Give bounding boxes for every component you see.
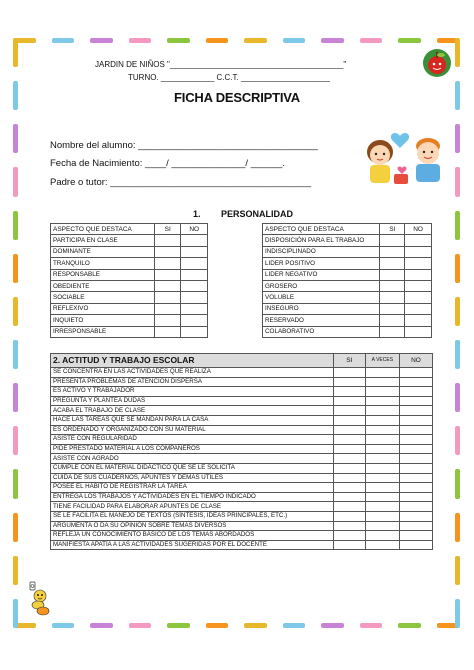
section2-a-veces-checkbox[interactable] (365, 502, 399, 512)
section2-a-veces-checkbox[interactable] (365, 463, 399, 473)
right-table-si-checkbox[interactable] (380, 315, 405, 326)
left-table-no-header: NO (181, 224, 208, 235)
right-table-row-label: INDISCIPLINADO (263, 246, 380, 257)
section2-row (51, 502, 433, 512)
section2-row (51, 483, 433, 493)
left-table-row (51, 315, 208, 326)
page-title: FICHA DESCRIPTIVA (174, 90, 300, 105)
fecha-nacimiento-field[interactable]: Fecha de Nacimiento: ____/ ______________/ ______. (50, 158, 286, 169)
left-table-row (51, 258, 208, 269)
border-stripe (455, 383, 460, 412)
right-table-row (263, 246, 432, 257)
section2-si-checkbox[interactable] (333, 492, 365, 502)
border-stripe (455, 426, 460, 455)
right-table-row (263, 292, 432, 303)
section2-row (51, 463, 433, 473)
section2-row-label: MANIFIESTA APATÍA A LAS ACTIVIDADES SUGERIDAS POR EL DOCENTE (51, 540, 334, 550)
section2-si-checkbox[interactable] (333, 444, 365, 454)
right-table-row (263, 280, 432, 291)
left-table-no-checkbox[interactable] (181, 303, 208, 314)
padre-tutor-field[interactable]: Padre o tutor: ______________________________________ (50, 177, 311, 188)
section2-no-checkbox[interactable] (399, 377, 432, 387)
section2-si-checkbox[interactable] (333, 387, 365, 397)
section2-row-label: ENTREGA LOS TRABAJOS Y ACTIVIDADES EN EL TIEMPO INDICADO (51, 492, 334, 502)
section2-row (51, 406, 433, 416)
border-stripe (455, 340, 460, 369)
section2-no-checkbox[interactable] (399, 396, 432, 406)
section2-no-checkbox[interactable] (399, 387, 432, 397)
section2-row (51, 415, 433, 425)
border-stripe (455, 513, 460, 542)
left-table-no-checkbox[interactable] (181, 292, 208, 303)
left-table-row (51, 326, 208, 337)
border-stripe (321, 38, 344, 43)
border-stripe (13, 167, 18, 196)
left-table-row-label: TRANQUILO (51, 258, 155, 269)
left-table-row-label: RESPONSABLE (51, 269, 155, 280)
section2-si-checkbox[interactable] (333, 483, 365, 493)
section2-a-veces-checkbox[interactable] (365, 483, 399, 493)
section2-a-veces-checkbox[interactable] (365, 425, 399, 435)
border-stripe (206, 623, 229, 628)
border-stripe (13, 297, 18, 326)
section2-row-label: ASISTE CON REGULARIDAD (51, 435, 334, 445)
section2-row-label: ARGUMENTA O DA SU OPINIÓN SOBRE TEMAS DIVERSOS (51, 521, 334, 531)
left-table-row-label: SOCIABLE (51, 292, 155, 303)
section2-row (51, 473, 433, 483)
border-stripe (13, 340, 18, 369)
section2-a-veces-checkbox[interactable] (365, 521, 399, 531)
section2-row-label: POSEE EL HÁBITO DE REGISTRAR LA TAREA (51, 483, 334, 493)
section2-no-header: NO (399, 354, 432, 368)
left-table-row (51, 303, 208, 314)
section2-no-checkbox[interactable] (399, 521, 432, 531)
section2-row (51, 377, 433, 387)
section2-row-label: ASISTE CON AGRADO (51, 454, 334, 464)
section2-no-checkbox[interactable] (399, 511, 432, 521)
border-stripe (455, 254, 460, 283)
left-table-row-label: REFLEXIVO (51, 303, 155, 314)
section2-row-label: PRESENTA PROBLEMAS DE ATENCIÓN DISPERSA (51, 377, 334, 387)
right-table-row-label: COLABORATIVO (263, 326, 380, 337)
section2-row-label: CUIDA DE SUS CUADERNOS, APUNTES Y DEMAS UTILES (51, 473, 334, 483)
right-table-si-checkbox[interactable] (380, 280, 405, 291)
right-table-si-checkbox[interactable] (380, 258, 405, 269)
section2-si-checkbox[interactable] (333, 415, 365, 425)
border-stripe (129, 38, 152, 43)
section2-si-header: SI (333, 354, 365, 368)
children-illustration-icon (358, 128, 458, 190)
section2-a-veces-checkbox[interactable] (365, 387, 399, 397)
right-table-no-checkbox[interactable] (405, 315, 432, 326)
right-table-row (263, 235, 432, 246)
section2-a-veces-checkbox[interactable] (365, 473, 399, 483)
border-stripe (244, 623, 267, 628)
left-table-row-label: OBEDIENTE (51, 280, 155, 291)
left-table-si-checkbox[interactable] (154, 292, 181, 303)
section2-no-checkbox[interactable] (399, 425, 432, 435)
section2-si-checkbox[interactable] (333, 463, 365, 473)
right-table-row-label: VOLUBLE (263, 292, 380, 303)
left-table-row (51, 292, 208, 303)
right-table-row-label: INSEGURO (263, 303, 380, 314)
right-table-header: ASPECTO QUE DESTACA (263, 224, 380, 235)
right-table-row-label: GROSERO (263, 280, 380, 291)
right-table-no-checkbox[interactable] (405, 292, 432, 303)
section2-si-checkbox[interactable] (333, 511, 365, 521)
section2-no-checkbox[interactable] (399, 368, 432, 378)
border-stripe (13, 513, 18, 542)
section2-si-checkbox[interactable] (333, 502, 365, 512)
section2-a-veces-checkbox[interactable] (365, 406, 399, 416)
section2-si-checkbox[interactable] (333, 521, 365, 531)
section2-si-checkbox[interactable] (333, 406, 365, 416)
section2-si-checkbox[interactable] (333, 435, 365, 445)
personalidad-left-table (50, 223, 208, 338)
section2-a-veces-checkbox[interactable] (365, 454, 399, 464)
section2-row (51, 368, 433, 378)
section2-no-checkbox[interactable] (399, 531, 432, 541)
section2-si-checkbox[interactable] (333, 454, 365, 464)
school-line: JARDIN DE NIÑOS "_______________________________________" (95, 60, 347, 69)
section2-row-label: CUMPLE CON EL MATERIAL DIDÁCTICO QUE SE LE SOLICITA (51, 463, 334, 473)
apple-logo-icon (422, 48, 452, 78)
left-table-row (51, 280, 208, 291)
left-border-stripes (13, 38, 18, 628)
left-table-row (51, 246, 208, 257)
border-stripe (206, 38, 229, 43)
section2-row (51, 425, 433, 435)
section2-si-checkbox[interactable] (333, 396, 365, 406)
left-table-no-checkbox[interactable] (181, 326, 208, 337)
border-stripe (13, 124, 18, 153)
right-table-row (263, 258, 432, 269)
border-stripe (455, 211, 460, 240)
section2-a-veces-checkbox[interactable] (365, 492, 399, 502)
nombre-field[interactable]: Nombre del alumno: __________________________________ (50, 140, 318, 151)
right-table-si-checkbox[interactable] (380, 326, 405, 337)
left-table-row (51, 235, 208, 246)
section2-a-veces-checkbox[interactable] (365, 435, 399, 445)
section2-row-label: PREGUNTA Y PLANTEA DUDAS (51, 396, 334, 406)
border-stripe (360, 623, 383, 628)
section2-a-veces-checkbox[interactable] (365, 396, 399, 406)
left-table-si-header: SI (154, 224, 181, 235)
right-table-row (263, 326, 432, 337)
left-table-no-checkbox[interactable] (181, 235, 208, 246)
left-table-si-checkbox[interactable] (154, 269, 181, 280)
section2-row-label: SE CONCENTRA EN LAS ACTIVIDADES QUE REALIZA (51, 368, 334, 378)
right-table-row-label: LIDER NEGATIVO (263, 269, 380, 280)
right-table-row-label: DISPOSICIÓN PARA EL TRABAJO (263, 235, 380, 246)
border-stripe (129, 623, 152, 628)
section2-row-label: SE LE FACILITA EL MANEJO DE TEXTOS (SÍNTESIS, IDEAS PRINCIPALES, ETC.) (51, 511, 334, 521)
right-table-si-checkbox[interactable] (380, 303, 405, 314)
left-table-si-checkbox[interactable] (154, 258, 181, 269)
right-table-row (263, 303, 432, 314)
border-stripe (90, 38, 113, 43)
left-table-si-checkbox[interactable] (154, 326, 181, 337)
personalidad-right-table (262, 223, 432, 338)
section2-no-checkbox[interactable] (399, 473, 432, 483)
section2-row-label: ACABA EL TRABAJO DE CLASE (51, 406, 334, 416)
section2-row-label: REFLEJA UN CONOCIMIENTO BÁSICO DE LOS TEMAS ABORDADOS (51, 531, 334, 541)
right-table-row (263, 315, 432, 326)
left-table-header: ASPECTO QUE DESTACA (51, 224, 155, 235)
right-table-si-checkbox[interactable] (380, 292, 405, 303)
border-stripe (244, 38, 267, 43)
left-table-row-label: PARTICIPA EN CLASE (51, 235, 155, 246)
border-stripe (13, 599, 18, 628)
section2-a-veces-checkbox[interactable] (365, 415, 399, 425)
border-stripe (13, 556, 18, 585)
right-table-no-checkbox[interactable] (405, 258, 432, 269)
section2-row-label: ES ORDENADO Y ORGANIZADO CON SU MATERIAL (51, 425, 334, 435)
left-table-si-checkbox[interactable] (154, 280, 181, 291)
section2-no-checkbox[interactable] (399, 435, 432, 445)
border-stripe (167, 623, 190, 628)
section2-no-checkbox[interactable] (399, 454, 432, 464)
section2-no-checkbox[interactable] (399, 502, 432, 512)
border-stripe (360, 38, 383, 43)
left-table-no-checkbox[interactable] (181, 269, 208, 280)
right-table-si-checkbox[interactable] (380, 246, 405, 257)
left-table-no-checkbox[interactable] (181, 280, 208, 291)
right-table-si-header: SI (380, 224, 405, 235)
section2-a-veces-checkbox[interactable] (365, 368, 399, 378)
section2-si-checkbox[interactable] (333, 425, 365, 435)
worm-illustration-icon (28, 580, 54, 618)
right-table-si-checkbox[interactable] (380, 269, 405, 280)
border-stripe (455, 38, 460, 67)
section2-row (51, 511, 433, 521)
border-stripe (283, 623, 306, 628)
section2-row (51, 454, 433, 464)
left-table-si-checkbox[interactable] (154, 235, 181, 246)
border-stripe (321, 623, 344, 628)
border-stripe (13, 469, 18, 498)
right-table-no-header: NO (405, 224, 432, 235)
section2-a-veces-checkbox[interactable] (365, 444, 399, 454)
border-stripe (167, 38, 190, 43)
actitud-trabajo-table (50, 353, 433, 550)
left-table-row-label: INQUIETO (51, 315, 155, 326)
left-table-si-checkbox[interactable] (154, 315, 181, 326)
border-stripe (90, 623, 113, 628)
section2-title: 2. ACTITUD Y TRABAJO ESCOLAR (51, 354, 334, 368)
right-table-row (263, 269, 432, 280)
border-stripe (455, 556, 460, 585)
section2-row (51, 387, 433, 397)
top-border-stripes (13, 38, 459, 43)
section2-row-label: HACE LAS TAREAS QUE SE MANDAN PARA LA CASA (51, 415, 334, 425)
section2-a-veces-checkbox[interactable] (365, 540, 399, 550)
right-table-no-checkbox[interactable] (405, 235, 432, 246)
section2-no-checkbox[interactable] (399, 483, 432, 493)
section1-title: PERSONALIDAD (221, 209, 294, 219)
section2-a-veces-checkbox[interactable] (365, 531, 399, 541)
left-table-no-checkbox[interactable] (181, 246, 208, 257)
section2-si-checkbox[interactable] (333, 368, 365, 378)
section2-no-checkbox[interactable] (399, 406, 432, 416)
left-table-si-checkbox[interactable] (154, 246, 181, 257)
border-stripe (398, 38, 421, 43)
section2-a-veces-checkbox[interactable] (365, 377, 399, 387)
section2-si-checkbox[interactable] (333, 377, 365, 387)
right-border-stripes (455, 38, 460, 628)
right-table-no-checkbox[interactable] (405, 269, 432, 280)
left-table-row-label: DOMINANTE (51, 246, 155, 257)
section2-a-veces-checkbox[interactable] (365, 511, 399, 521)
left-table-no-checkbox[interactable] (181, 258, 208, 269)
section2-si-checkbox[interactable] (333, 540, 365, 550)
right-table-no-checkbox[interactable] (405, 246, 432, 257)
section2-si-checkbox[interactable] (333, 531, 365, 541)
right-table-row-label: LIDER POSITIVO (263, 258, 380, 269)
border-stripe (13, 383, 18, 412)
border-stripe (13, 254, 18, 283)
border-stripe (455, 297, 460, 326)
left-table-row (51, 269, 208, 280)
section2-row (51, 492, 433, 502)
right-table-row-label: RESERVADO (263, 315, 380, 326)
right-table-si-checkbox[interactable] (380, 235, 405, 246)
section2-row (51, 521, 433, 531)
section1-number: 1. (193, 209, 201, 219)
section2-row (51, 540, 433, 550)
section2-row-label: TIENE FACILIDAD PARA ELABORAR APUNTES DE CLASE (51, 502, 334, 512)
left-table-si-checkbox[interactable] (154, 303, 181, 314)
border-stripe (13, 38, 18, 67)
border-stripe (455, 599, 460, 628)
section2-no-checkbox[interactable] (399, 492, 432, 502)
section2-row-label: ES ACTIVO Y TRABAJADOR (51, 387, 334, 397)
border-stripe (52, 38, 75, 43)
section2-a-veces-header: A VECES (365, 354, 399, 368)
section2-no-checkbox[interactable] (399, 540, 432, 550)
bottom-border-stripes (13, 623, 459, 628)
right-table-no-checkbox[interactable] (405, 326, 432, 337)
section2-row (51, 444, 433, 454)
right-table-no-checkbox[interactable] (405, 280, 432, 291)
section2-no-checkbox[interactable] (399, 463, 432, 473)
left-table-row-label: IRRESPONSABLE (51, 326, 155, 337)
right-table-no-checkbox[interactable] (405, 303, 432, 314)
section2-si-checkbox[interactable] (333, 473, 365, 483)
section2-row (51, 531, 433, 541)
section2-row (51, 396, 433, 406)
left-table-no-checkbox[interactable] (181, 315, 208, 326)
section2-no-checkbox[interactable] (399, 444, 432, 454)
turno-line: TURNO. ____________ C.C.T. ____________________ (128, 73, 330, 82)
border-stripe (398, 623, 421, 628)
border-stripe (13, 426, 18, 455)
border-stripe (283, 38, 306, 43)
border-stripe (52, 623, 75, 628)
border-stripe (455, 469, 460, 498)
section2-row-label: PIDE PRESTADO MATERIAL A LOS COMPAÑEROS (51, 444, 334, 454)
section2-row (51, 435, 433, 445)
section2-no-checkbox[interactable] (399, 415, 432, 425)
border-stripe (13, 211, 18, 240)
